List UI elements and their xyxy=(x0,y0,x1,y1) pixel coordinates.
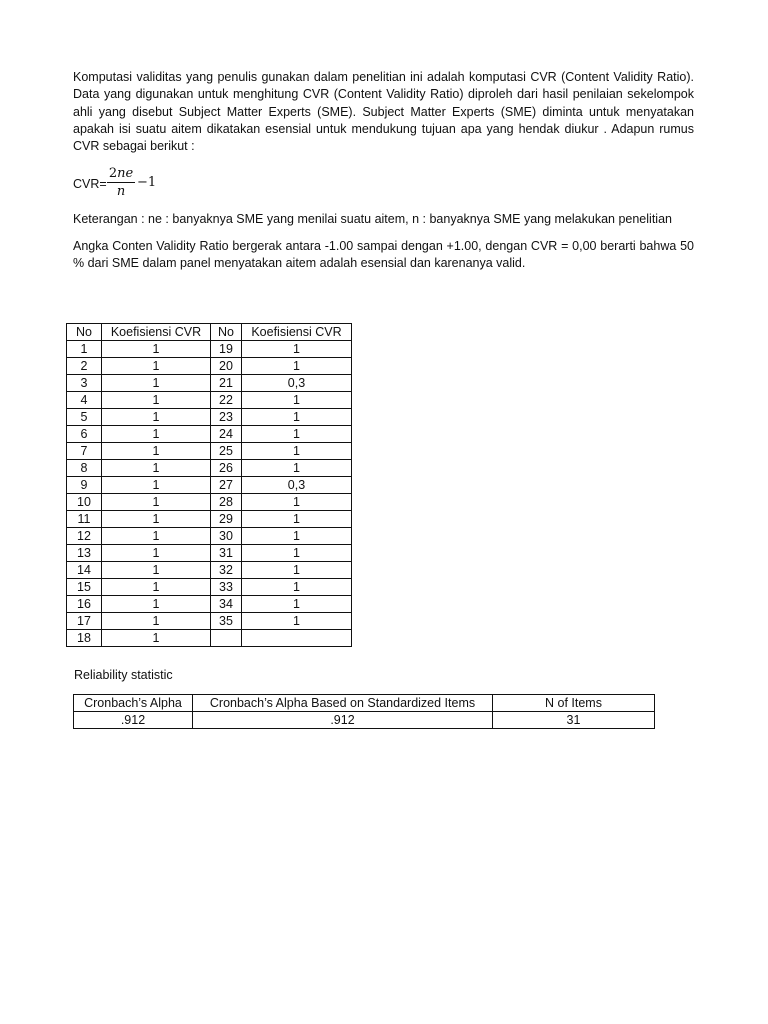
table-row xyxy=(67,562,352,579)
table-row xyxy=(67,426,352,443)
cvr-cell-koef-2: 1 xyxy=(242,392,352,409)
cvr-cell-no-2: 21 xyxy=(211,375,242,392)
reliability-value-alpha: .912 xyxy=(74,712,193,729)
cvr-cell-no-2: 35 xyxy=(211,613,242,630)
table-row xyxy=(67,613,352,630)
cvr-cell-no-2: 30 xyxy=(211,528,242,545)
cvr-cell-no: 4 xyxy=(67,392,102,409)
reliability-value-standardized: .912 xyxy=(193,712,493,729)
formula-denominator: n xyxy=(116,184,126,199)
cvr-cell-koef: 1 xyxy=(102,596,211,613)
cvr-cell-koef: 1 xyxy=(102,358,211,375)
cvr-cell-no: 3 xyxy=(67,375,102,392)
reliability-header-n-items: N of Items xyxy=(493,695,655,712)
formula-rest: −1 xyxy=(137,175,157,190)
cvr-cell-no-2: 33 xyxy=(211,579,242,596)
table-row xyxy=(67,460,352,477)
table-row xyxy=(67,409,352,426)
cvr-cell-no-2: 22 xyxy=(211,392,242,409)
cvr-table xyxy=(66,323,352,647)
intro-paragraph: Komputasi validitas yang penulis gunakan dalam penelitian ini adalah komputasi CVR (Content Validity Ratio). Data yang digunakan untuk menghitung CVR (Content Validity Ratio) diproleh dari hasil penilaian sekelompok ahli yang disebut Subject Matter Experts (SME). Subject Matter Experts (SME) diminta untuk menyatakan apakah isi suatu aitem dikatakan esensial untuk mendukung tujuan apa yang hendak diukur . Adapun rumus CVR sebagai berikut : xyxy=(73,70,694,154)
table-row xyxy=(67,511,352,528)
table-row xyxy=(67,596,352,613)
cvr-cell-koef: 1 xyxy=(102,375,211,392)
table-row xyxy=(67,545,352,562)
cvr-cell-no-2: 31 xyxy=(211,545,242,562)
cvr-cell-koef: 1 xyxy=(102,392,211,409)
keterangan-line: Keterangan : ne : banyaknya SME yang menilai suatu aitem, n : banyaknya SME yang melakukan penelitian xyxy=(73,212,672,226)
cvr-header-no-2: No xyxy=(211,324,242,341)
cvr-cell-no: 13 xyxy=(67,545,102,562)
cvr-cell-koef: 1 xyxy=(102,426,211,443)
cvr-cell-no-2: 24 xyxy=(211,426,242,443)
cvr-cell-koef: 1 xyxy=(102,613,211,630)
angka-paragraph: Angka Conten Validity Ratio bergerak antara -1.00 sampai dengan +1.00, dengan CVR = 0,00 berarti bahwa 50 % dari SME dalam panel menyatakan aitem adalah esensial dan karenanya valid. xyxy=(73,239,694,271)
cvr-cell-no: 16 xyxy=(67,596,102,613)
table-row xyxy=(67,477,352,494)
table-row xyxy=(67,358,352,375)
cvr-cell-no-2: 26 xyxy=(211,460,242,477)
cvr-cell-koef-2: 1 xyxy=(242,613,352,630)
cvr-cell-no: 17 xyxy=(67,613,102,630)
cvr-cell-koef-2: 1 xyxy=(242,443,352,460)
cvr-cell-no: 9 xyxy=(67,477,102,494)
cvr-header-no: No xyxy=(67,324,102,341)
table-row xyxy=(67,494,352,511)
cvr-header-koef-2: Koefisiensi CVR xyxy=(242,324,352,341)
table-row xyxy=(67,630,352,647)
cvr-table-header-row xyxy=(67,324,352,341)
cvr-cell-koef-2: 1 xyxy=(242,579,352,596)
formula-fraction xyxy=(106,166,136,199)
cvr-cell-no: 8 xyxy=(67,460,102,477)
cvr-cell-koef-2: 1 xyxy=(242,409,352,426)
cvr-cell-no-2: 23 xyxy=(211,409,242,426)
cvr-cell-koef-2: 0,3 xyxy=(242,477,352,494)
formula-numerator-coef: 2 xyxy=(108,166,118,181)
table-row xyxy=(67,579,352,596)
cvr-cell-no: 12 xyxy=(67,528,102,545)
cvr-header-koef: Koefisiensi CVR xyxy=(102,324,211,341)
cvr-cell-no: 7 xyxy=(67,443,102,460)
cvr-cell-no: 10 xyxy=(67,494,102,511)
cvr-cell-koef: 1 xyxy=(102,630,211,647)
cvr-cell-no: 2 xyxy=(67,358,102,375)
cvr-cell-no: 14 xyxy=(67,562,102,579)
formula-numerator-var: ne xyxy=(117,166,134,181)
formula-lhs: CVR= xyxy=(73,177,107,191)
cvr-cell-koef: 1 xyxy=(102,443,211,460)
cvr-cell-koef: 1 xyxy=(102,511,211,528)
cvr-cell-no-2: 19 xyxy=(211,341,242,358)
cvr-cell-no: 18 xyxy=(67,630,102,647)
cvr-cell-koef-2: 1 xyxy=(242,528,352,545)
cvr-cell-no: 5 xyxy=(67,409,102,426)
cvr-cell-koef: 1 xyxy=(102,460,211,477)
cvr-cell-koef-2: 1 xyxy=(242,341,352,358)
table-row xyxy=(67,392,352,409)
reliability-value-row xyxy=(74,712,655,729)
cvr-cell-no: 11 xyxy=(67,511,102,528)
cvr-cell-koef-2: 1 xyxy=(242,460,352,477)
reliability-header-standardized: Cronbach’s Alpha Based on Standardized Items xyxy=(193,695,493,712)
cvr-cell-no-2: 20 xyxy=(211,358,242,375)
cvr-cell-koef-2: 0,3 xyxy=(242,375,352,392)
cvr-cell-no: 15 xyxy=(67,579,102,596)
cvr-cell-koef: 1 xyxy=(102,341,211,358)
formula-numerator xyxy=(106,166,136,182)
cvr-cell-no: 6 xyxy=(67,426,102,443)
cvr-cell-koef-2: 1 xyxy=(242,426,352,443)
reliability-title: Reliability statistic xyxy=(74,668,173,682)
cvr-cell-koef-2 xyxy=(242,630,352,647)
table-row xyxy=(67,528,352,545)
cvr-cell-koef-2: 1 xyxy=(242,562,352,579)
cvr-cell-no-2: 28 xyxy=(211,494,242,511)
table-row xyxy=(67,341,352,358)
cvr-cell-koef-2: 1 xyxy=(242,358,352,375)
cvr-cell-no-2: 25 xyxy=(211,443,242,460)
cvr-cell-no-2: 29 xyxy=(211,511,242,528)
cvr-cell-no: 1 xyxy=(67,341,102,358)
reliability-header-alpha: Cronbach’s Alpha xyxy=(74,695,193,712)
cvr-cell-no-2: 32 xyxy=(211,562,242,579)
cvr-cell-koef: 1 xyxy=(102,545,211,562)
cvr-cell-koef-2: 1 xyxy=(242,596,352,613)
reliability-header-row xyxy=(74,695,655,712)
cvr-cell-koef: 1 xyxy=(102,579,211,596)
cvr-cell-koef-2: 1 xyxy=(242,511,352,528)
cvr-cell-no-2 xyxy=(211,630,242,647)
reliability-value-n-items: 31 xyxy=(493,712,655,729)
cvr-cell-koef: 1 xyxy=(102,528,211,545)
cvr-cell-koef: 1 xyxy=(102,477,211,494)
cvr-cell-koef: 1 xyxy=(102,494,211,511)
cvr-cell-no-2: 27 xyxy=(211,477,242,494)
table-row xyxy=(67,375,352,392)
cvr-cell-no-2: 34 xyxy=(211,596,242,613)
cvr-cell-koef-2: 1 xyxy=(242,494,352,511)
cvr-table-body xyxy=(67,341,352,647)
cvr-cell-koef: 1 xyxy=(102,409,211,426)
reliability-table xyxy=(73,694,655,729)
table-row xyxy=(67,443,352,460)
cvr-cell-koef-2: 1 xyxy=(242,545,352,562)
cvr-cell-koef: 1 xyxy=(102,562,211,579)
